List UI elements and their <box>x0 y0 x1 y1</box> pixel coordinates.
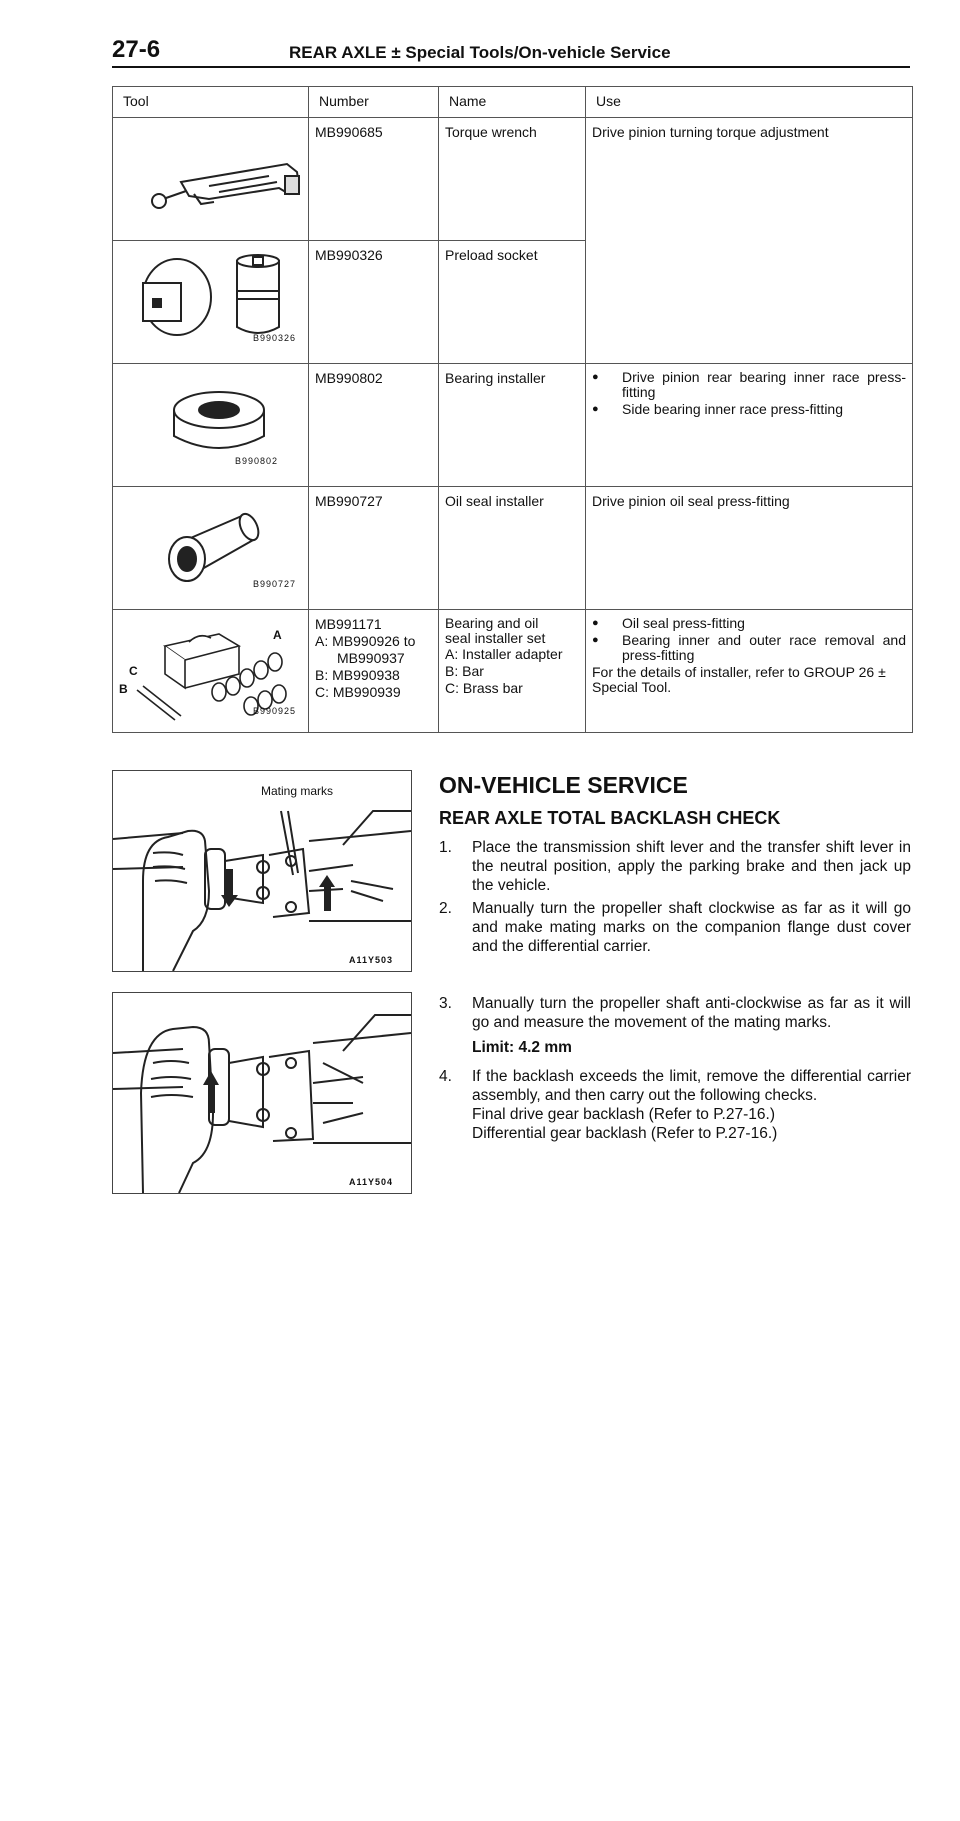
number-line: B: MB990938 <box>315 667 400 683</box>
header-rule <box>112 66 910 68</box>
figure-callout: Mating marks <box>261 784 334 798</box>
label-b: B <box>119 682 128 696</box>
section-subtitle: REAR AXLE TOTAL BACKLASH CHECK <box>439 808 781 828</box>
step-text: Manually turn the propeller shaft clockwise as far as it will go and make mating marks on the companion flange dust cover and the differential carrier. <box>472 900 911 955</box>
step-text: If the backlash exceeds the limit, remove the differential carrier assembly, and then carry out the following checks. <box>472 1068 911 1104</box>
step-number: 2. <box>439 900 452 917</box>
table-row <box>113 487 913 610</box>
special-tools-table <box>112 86 913 733</box>
figure-code: A11Y504 <box>349 1177 394 1187</box>
tool-image-cell <box>113 610 309 733</box>
column-header-number: Number <box>309 87 439 118</box>
number-line: A: MB990926 to <box>315 633 416 649</box>
tool-image-cell <box>113 364 309 487</box>
use-bullet: ● Oil seal press-fitting <box>592 616 906 631</box>
image-code: B990925 <box>253 706 297 716</box>
image-code: B990326 <box>253 333 297 343</box>
tool-number: MB990727 <box>309 487 439 610</box>
step-item <box>439 994 911 1032</box>
tool-name: Torque wrench <box>439 118 586 241</box>
tool-number: MB990326 <box>309 241 439 364</box>
number-line: MB991171 <box>315 616 382 632</box>
step-subline: Differential gear backlash (Refer to P.27-16.) <box>472 1125 778 1142</box>
figure-backlash-measurement <box>112 992 412 1194</box>
tool-image-cell <box>113 118 309 241</box>
tool-use <box>586 610 913 733</box>
table-row <box>113 364 913 487</box>
use-bullet: ● Side bearing inner race press-fitting <box>592 402 906 417</box>
tool-image-cell <box>113 241 309 364</box>
use-note: For the details of installer, refer to GROUP 26 ± Special Tool. <box>592 664 886 695</box>
steps-group-1 <box>439 838 911 960</box>
figure-mating-marks <box>112 770 412 972</box>
step-subline: Final drive gear backlash (Refer to P.27-16.) <box>472 1106 775 1123</box>
name-line: A: Installer adapter <box>445 646 563 662</box>
number-line: MB990937 <box>337 650 405 666</box>
image-code: B990802 <box>235 456 279 466</box>
step-text: Manually turn the propeller shaft anti-clockwise as far as it will go and measure the movement of the mating marks. <box>472 995 911 1031</box>
tool-use: Drive pinion oil seal press-fitting <box>586 487 913 610</box>
torque-wrench-illustration <box>119 124 315 234</box>
step-number: 3. <box>439 995 452 1012</box>
table-header-row <box>113 87 913 118</box>
column-header-use: Use <box>586 87 913 118</box>
propeller-shaft-illustration <box>113 771 411 971</box>
propeller-shaft-illustration <box>113 993 411 1193</box>
tool-name <box>439 610 586 733</box>
section-title: ON-VEHICLE SERVICE <box>439 772 688 798</box>
tool-number: MB990685 <box>309 118 439 241</box>
label-c: C <box>129 664 138 678</box>
step-item <box>439 899 911 956</box>
bearing-installer-illustration <box>119 370 315 480</box>
backlash-limit: Limit: 4.2 mm <box>472 1039 572 1056</box>
name-line: C: Brass bar <box>445 680 523 696</box>
image-code: B990727 <box>253 579 297 589</box>
step-item <box>439 838 911 895</box>
tool-use: Drive pinion turning torque adjustment <box>586 118 913 364</box>
step-number: 1. <box>439 839 452 856</box>
column-header-tool: Tool <box>113 87 309 118</box>
name-line: Bearing and oil <box>445 615 539 631</box>
tool-name: Bearing installer <box>439 364 586 487</box>
table-row <box>113 118 913 241</box>
step-number: 4. <box>439 1068 452 1085</box>
steps-group-2 <box>439 994 911 1147</box>
use-bullet: ● Bearing inner and outer race removal and press-fitting <box>592 633 906 663</box>
column-header-name: Name <box>439 87 586 118</box>
tool-number: MB990802 <box>309 364 439 487</box>
step-item <box>439 1067 911 1143</box>
tool-name: Oil seal installer <box>439 487 586 610</box>
chapter-title: REAR AXLE ± Special Tools/On-vehicle Service <box>289 43 671 62</box>
page-number: 27-6 <box>112 36 161 63</box>
tool-name: Preload socket <box>439 241 586 364</box>
page-header <box>112 36 910 66</box>
number-line: C: MB990939 <box>315 684 401 700</box>
use-bullet: ● Drive pinion rear bearing inner race press-fitting <box>592 370 906 400</box>
name-line: seal installer set <box>445 630 546 646</box>
name-line: B: Bar <box>445 663 484 679</box>
figure-code: A11Y503 <box>349 955 394 965</box>
step-text: Place the transmission shift lever and the transfer shift lever in the neutral position, apply the parking brake and then jack up the vehicle. <box>472 839 911 894</box>
label-a: A <box>273 628 282 642</box>
table-row <box>113 610 913 733</box>
tool-use <box>586 364 913 487</box>
tool-number <box>309 610 439 733</box>
tool-image-cell <box>113 487 309 610</box>
